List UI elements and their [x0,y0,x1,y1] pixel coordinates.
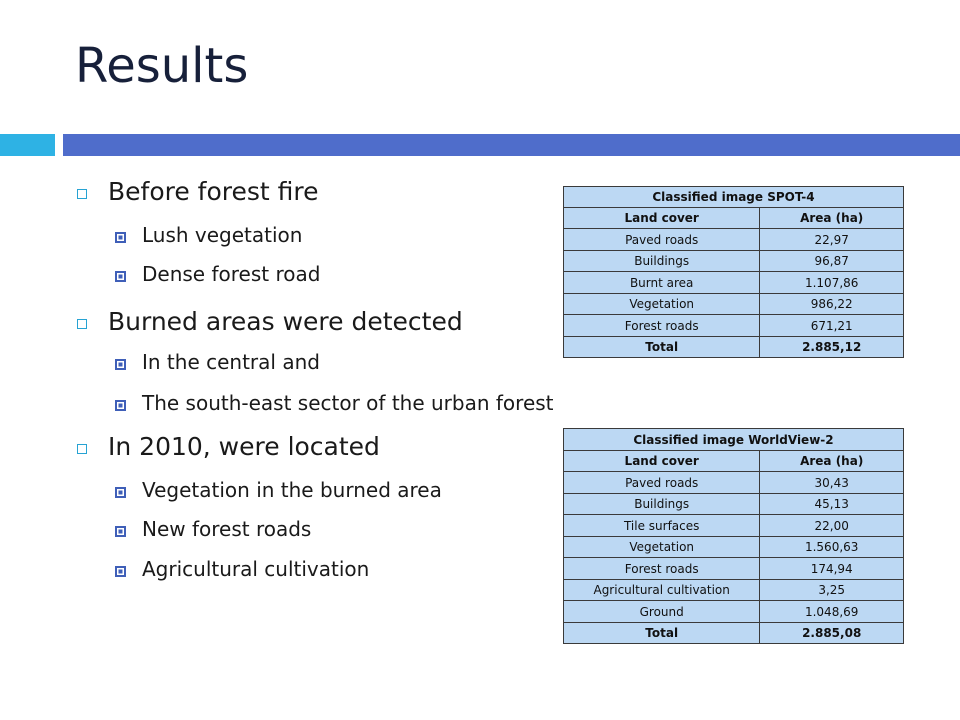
bullet-square-filled-icon [115,566,126,577]
table-cell: 986,22 [760,294,904,315]
table-cell: Burnt area [564,272,760,294]
bullet-level1: Burned areas were detected [108,307,463,336]
accent-bar-left [0,134,55,156]
table-row [564,494,904,515]
table-row [564,472,904,494]
table-cell: Agricultural cultivation [564,580,760,601]
table-row [564,580,904,601]
bullet-square-filled-icon [115,359,126,370]
worldview2-table [563,428,904,644]
bullet-level2: Vegetation in the burned area [142,478,442,502]
column-header: Area (ha) [760,208,904,229]
table-row [564,537,904,558]
table-total-row [564,337,904,358]
bullet-level1: In 2010, were located [108,432,380,461]
table-cell: 30,43 [760,472,904,494]
bullet-square-icon [77,189,87,199]
column-header: Land cover [564,208,760,229]
table-cell: Total [564,623,760,644]
table-cell: 1.048,69 [760,601,904,623]
table-cell: 45,13 [760,494,904,515]
table-cell: Buildings [564,251,760,272]
table-cell: Paved roads [564,229,760,251]
column-header: Area (ha) [760,451,904,472]
table-caption: Classified image WorldView-2 [564,429,904,451]
table-row [564,272,904,294]
table-cell: Ground [564,601,760,623]
table-row [564,515,904,537]
table-cell: 2.885,12 [760,337,904,358]
bullet-square-filled-icon [115,271,126,282]
bullet-level2: Agricultural cultivation [142,557,370,581]
table-cell: 3,25 [760,580,904,601]
table-row [564,229,904,251]
table-cell: 671,21 [760,315,904,337]
table-cell: Vegetation [564,537,760,558]
table-cell: 1.107,86 [760,272,904,294]
table-cell: 1.560,63 [760,537,904,558]
bullet-level2: The south-east sector of the urban forest [142,391,554,415]
bullet-level2: New forest roads [142,517,312,541]
accent-bar-main [63,134,960,156]
table-row [564,558,904,580]
table-cell: Total [564,337,760,358]
table-row [564,315,904,337]
table-total-row [564,623,904,644]
table-cell: 2.885,08 [760,623,904,644]
table-cell: Tile surfaces [564,515,760,537]
table-cell: 22,97 [760,229,904,251]
table-cell: Forest roads [564,315,760,337]
table-cell: 96,87 [760,251,904,272]
bullet-square-icon [77,444,87,454]
table-cell: Buildings [564,494,760,515]
column-header: Land cover [564,451,760,472]
bullet-level2: In the central and [142,350,320,374]
table-cell: 174,94 [760,558,904,580]
table-cell: Forest roads [564,558,760,580]
table-caption: Classified image SPOT-4 [564,187,904,208]
bullet-level2: Dense forest road [142,262,321,286]
bullet-level1: Before forest fire [108,177,319,206]
slide-title: Results [75,38,249,94]
bullet-square-filled-icon [115,526,126,537]
table-cell: Vegetation [564,294,760,315]
bullet-level2: Lush vegetation [142,223,303,247]
spot4-table [563,186,904,358]
table-row [564,601,904,623]
bullet-square-filled-icon [115,487,126,498]
bullet-square-filled-icon [115,232,126,243]
bullet-square-icon [77,319,87,329]
table-row [564,294,904,315]
bullet-square-filled-icon [115,400,126,411]
table-cell: Paved roads [564,472,760,494]
table-row [564,251,904,272]
table-cell: 22,00 [760,515,904,537]
